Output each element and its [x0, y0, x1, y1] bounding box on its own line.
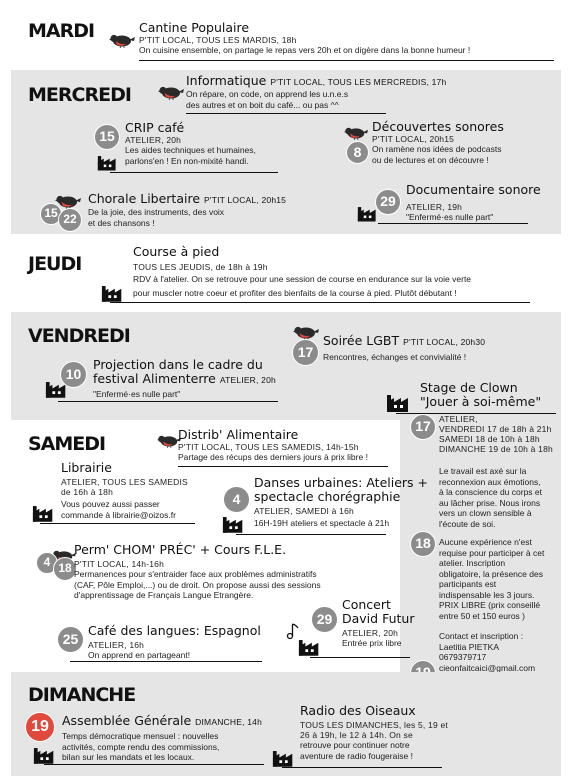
event-title: "Jouer à soi-même" [420, 394, 542, 409]
event-meta: P'TIT LOCAL, TOUS LES MARDIS, 18h [139, 35, 297, 45]
event-description: activités, compte rendu des commissions, [62, 741, 220, 752]
event-title: Course à pied [133, 244, 220, 259]
date-circle: 4 [223, 486, 250, 513]
date-circle: 15 [94, 124, 120, 150]
event-description: parlons'en ! En non-mixité handi. [125, 155, 249, 166]
day-heading-samedi: SAMEDI [28, 433, 106, 455]
event-projection [93, 358, 276, 400]
event-meta: ATELIER, 20h [342, 628, 399, 638]
event-description: Aucune expérience n'est requise pour participer à cet atelier. Inscription obligatoire, la présence des participants est indispensable les 3 jours. [439, 537, 545, 600]
event-price: PRIX LIBRE (prix conseillé entre 50 et 150 euros ) [439, 600, 541, 621]
date-circle: 18 [410, 531, 436, 557]
event-title: Distrib' Alimentaire [178, 427, 299, 442]
event-description: retrouve pour continuer notre [300, 740, 410, 750]
event-description: On cuisine ensemble, on partage le repas vers 20h et on digère dans la bonne humeur ! [139, 45, 471, 55]
event-stage-de-clown-title [420, 381, 541, 409]
date-circle: 25 [57, 626, 84, 653]
divider [40, 523, 195, 524]
event-description: Temps démocratique mensuel : nouvelles [62, 731, 219, 741]
date-circle: 22 [58, 208, 82, 232]
event-title: spectacle chorégraphie [254, 489, 401, 504]
bird-icon [344, 125, 368, 140]
event-description: Le travail est axé sur la reconnexion aux émotions, à la conscience du corps et au lâcher prise. Nous irons vers un clown sensible à l'écoute de soi. [439, 466, 543, 529]
event-description: "Enfermé·es nulle part" [93, 389, 181, 399]
event-title: Documentaire sonore [406, 182, 541, 197]
date-circle: 29 [311, 606, 338, 633]
divider [310, 657, 410, 658]
event-meta: ATELIER, 20h [125, 135, 182, 145]
event-meta: P'TIT LOCAL, 14h-16h [74, 559, 165, 569]
event-description: RDV à l'atelier. On se retrouve pour une session de course en endurance sur la voie verte [133, 274, 472, 284]
event-meta: ATELIER, 20h [219, 375, 276, 385]
event-title: Danses urbaines: Ateliers + [254, 475, 428, 490]
divider [282, 767, 442, 768]
divider [139, 60, 554, 61]
event-date: VENDREDI 17 de 18h à 21h [439, 424, 552, 434]
event-meta: P'TIT LOCAL, 20h15 [204, 195, 287, 205]
day-heading-dimanche: DIMANCHE [28, 684, 136, 706]
factory-icon [101, 283, 125, 302]
event-title: Stage de Clown [420, 380, 518, 395]
event-description: ou de lectures et on découvre ! [372, 154, 489, 165]
divider [58, 401, 278, 402]
event-meta: P'TIT LOCAL, TOUS LES SAMEDIS, 14h-15h [178, 442, 359, 452]
event-title: Projection dans le cadre du [93, 357, 263, 372]
event-date: SAMEDI 18 de 10h à 18h [439, 434, 540, 444]
event-title: Chorale Libertaire [88, 191, 201, 206]
event-meta: DIMANCHE, 14h [195, 717, 262, 727]
event-description: pour muscler notre coeur et profiter des bienfaits de la course à pied. Plutôt débutant ! [133, 287, 457, 298]
event-contact-phone: 0679379717 [439, 652, 487, 662]
date-circle: 10 [60, 361, 87, 388]
event-radio-des-oiseaux [300, 704, 448, 761]
event-documentaire-sonore [406, 183, 541, 223]
event-title: Assemblée Générale [62, 713, 192, 728]
event-cafe-des-langues [88, 624, 261, 661]
factory-icon [45, 379, 69, 398]
event-perm-chom-prec [74, 543, 321, 601]
event-description: On ramène nos idées de podcasts [372, 144, 502, 154]
event-title: Librairie [61, 460, 112, 475]
event-description: On répare, on code, on apprend les u.n.e.s [186, 89, 349, 99]
event-title: Perm' CHOM' PRÉC' + Cours F.L.E. [74, 542, 287, 557]
date-circle: 29 [375, 189, 401, 215]
divider [110, 172, 278, 173]
event-description: aventure de radio fougeraise ! [300, 750, 413, 761]
event-meta: TOUS LES DIMANCHES, les 5, 19 et [300, 720, 448, 730]
date-circle: 17 [410, 414, 436, 440]
event-description: d'apprentissage de Français Langue Etrangère. [74, 590, 254, 600]
event-danses-urbaines [254, 476, 428, 529]
divider [70, 661, 262, 662]
event-description: commande à librairie@oizos.fr [61, 509, 176, 520]
event-title: CRIP café [125, 120, 185, 135]
event-title-line [186, 74, 446, 89]
event-stage-de-clown-details [439, 414, 554, 673]
event-title-line [323, 334, 485, 349]
event-description: De la joie, des instruments, des voix [88, 207, 225, 217]
date-circle: 19 [25, 712, 55, 742]
event-description: Entrée prix libre [342, 638, 402, 648]
event-title: Café des langues: Espagnol [88, 623, 261, 638]
event-title: Radio des Oiseaux [300, 703, 416, 718]
factory-icon [272, 748, 296, 767]
divider [186, 113, 386, 114]
factory-icon [97, 153, 119, 171]
event-crip-cafe [125, 121, 256, 166]
event-date: DIMANCHE 19 de 10h à 18h [439, 444, 553, 454]
divider [378, 223, 528, 224]
event-description: (CAF, Pôle Emploi,...) ou de droit. On propose aussi des sessions [74, 579, 321, 590]
event-soiree-lgbt [323, 334, 485, 363]
event-decouvertes-sonores [372, 120, 504, 165]
event-title: David Futur [342, 611, 415, 626]
event-meta: TOUS LES JEUDIS, de 18h à 19h [133, 262, 268, 272]
event-meta: P'TIT LOCAL, 20h30 [403, 337, 486, 347]
divider [178, 466, 388, 467]
event-assemblee-generale [62, 714, 262, 763]
event-meta: ATELIER, TOUS LES SAMEDIS [61, 477, 188, 487]
date-circle: 8 [346, 141, 369, 164]
event-description: "Enfermé·es nulle part" [406, 212, 494, 222]
event-description: Permanences pour s'entraider face aux problèmes administratifs [74, 569, 317, 579]
event-title: Informatique [186, 73, 267, 88]
event-description: 16H-19H ateliers et spectacle à 21h [254, 518, 390, 528]
event-meta: 26 à 19h, le 12 à 14h. On se [300, 730, 413, 740]
factory-icon [357, 204, 379, 222]
event-title: Soirée LGBT [323, 333, 400, 348]
event-title-line [88, 192, 286, 207]
date-circle: 15 [40, 203, 62, 225]
event-meta: ATELIER, 19h [406, 202, 463, 212]
day-heading-jeudi: JEUDI [28, 253, 82, 275]
event-title-line [62, 714, 262, 729]
event-meta: P'TIT LOCAL, TOUS LES MERCREDIS, 17h [270, 77, 447, 87]
event-cantine-populaire [139, 21, 470, 56]
day-heading-mardi: MARDI [28, 20, 95, 42]
event-meta: ATELIER, 16h [88, 640, 145, 650]
event-meta: ATELIER, [439, 414, 478, 424]
divider [236, 534, 386, 535]
event-meta: de 16h à 18h [61, 487, 114, 497]
day-heading-mercredi: MERCREDI [28, 84, 131, 106]
divider [44, 764, 264, 765]
factory-icon [298, 637, 322, 656]
date-circle: 4 [36, 552, 58, 574]
divider [110, 302, 530, 303]
event-meta: P'TIT LOCAL, 20h15 [372, 134, 455, 144]
event-librairie [61, 461, 188, 520]
date-circle: 17 [292, 339, 319, 366]
factory-icon [32, 503, 56, 522]
event-chorale-libertaire [88, 192, 286, 228]
event-description: Partage des récups des derniers jours à prix libre ! [178, 452, 368, 462]
factory-icon [386, 392, 412, 412]
event-title: Concert [342, 597, 391, 612]
factory-icon [33, 745, 57, 764]
event-concert [342, 598, 414, 649]
event-description: et des chansons ! [88, 217, 155, 228]
event-distrib-alimentaire [178, 428, 368, 463]
factory-icon [222, 514, 246, 533]
event-description: des autres et on boit du café... ou pas ^^ [186, 99, 339, 110]
date-circle: 18 [53, 557, 77, 581]
bird-icon [158, 84, 184, 100]
event-description: bilan sur les mandats et les locaux. [62, 752, 195, 762]
event-title: Découvertes sonores [372, 119, 504, 134]
event-course-a-pied [133, 245, 471, 298]
bird-icon [293, 324, 319, 340]
event-title-line [93, 372, 276, 387]
event-title: festival Alimenterre [93, 371, 216, 386]
event-description: On apprend en partageant! [88, 650, 191, 660]
event-meta: ATELIER, SAMEDI à 16h [254, 506, 354, 516]
event-description: Vous pouvez aussi passer [61, 499, 160, 509]
event-contact-label: Contact et inscription : [439, 631, 524, 641]
day-heading-vendredi: VENDREDI [28, 325, 130, 347]
bird-icon [109, 32, 135, 48]
event-informatique [186, 74, 446, 110]
event-contact-email-text: cieonfaitcaici@gmail.com [439, 662, 536, 673]
event-description: Les aides techniques et humaines, [125, 145, 256, 155]
event-description: Rencontres, échanges et convivialité ! [323, 352, 467, 362]
event-contact-name: Laetitia PIETKA [439, 641, 500, 652]
event-title: Cantine Populaire [139, 20, 250, 35]
